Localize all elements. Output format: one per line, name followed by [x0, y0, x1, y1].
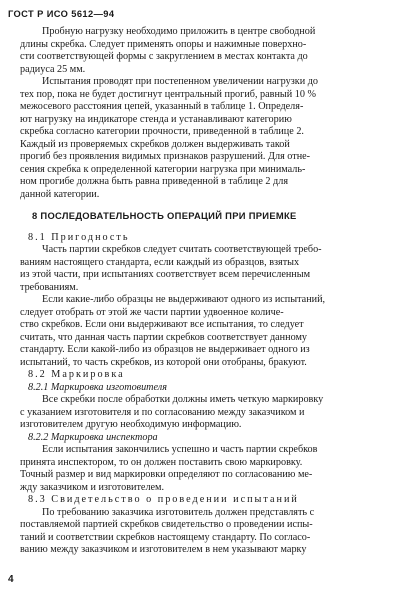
intro-paragraph-2 — [20, 76, 392, 201]
subsection-number: 8.2 — [28, 369, 47, 380]
subsection-number: 8.2.1 — [28, 381, 49, 393]
subsection-title: Свидетельство о проведении испытаний — [51, 494, 299, 505]
text-line: принята инспектором, то он должен поставить свою маркировку. — [20, 456, 303, 468]
text-line: межосевого расстояния цепей, указанный в таблице 1. Определя- — [20, 101, 304, 112]
text-line: ванию между заказчиком и изготовителем в нем указывают марку — [20, 544, 307, 555]
text-line: тех пор, пока не будет достигнут центральный прогиб, равный 10 % — [20, 88, 316, 100]
subsection-heading-8-1 — [20, 232, 392, 245]
text-line: Если испытания закончились успешно и часть партии скребков — [42, 444, 318, 455]
paragraph-8-1-a — [20, 244, 392, 294]
text-line: поставляемой партией скребков свидетельство о проведении испы- — [20, 519, 313, 530]
subsection-heading-8-2-2 — [20, 432, 392, 445]
intro-paragraph-1 — [20, 26, 392, 76]
text-line: Все скребки после обработки должны иметь четкую маркировку — [42, 394, 324, 405]
text-line: Пробную нагрузку необходимо приложить в центре свободной — [42, 26, 316, 37]
text-line: прогиб без проявления видимых признаков разрушений. Для отне- — [20, 151, 311, 162]
page-number: 4 — [8, 574, 14, 585]
subsection-title: Пригодность — [51, 231, 130, 243]
paragraph-8-1-b — [20, 294, 392, 369]
text-line: сения скребка к определенной категории нагрузка при минималь- — [20, 163, 306, 175]
section-heading: 8 ПОСЛЕДОВАТЕЛЬНОСТЬ ОПЕРАЦИЙ ПРИ ПРИЕМКЕ — [32, 210, 297, 221]
text-line: Испытания проводят при постепенном увеличении нагрузки до — [42, 76, 318, 87]
text-line: Точный размер и вид маркировки определяют по согласованию ме- — [20, 469, 313, 480]
subsection-heading-8-2 — [20, 369, 392, 382]
text-line: ваниям настоящего стандарта, если каждый из образцов, взятых — [20, 256, 300, 268]
text-line: из этой части, при испытаниях соответствует всем перечисленным — [20, 269, 311, 280]
text-line: считать, что данная часть партии скребков соответствует данному — [20, 331, 308, 343]
text-line: По требованию заказчика изготовитель должен представлять с — [42, 506, 315, 518]
text-line: жду заказчиком и изготовителем. — [20, 481, 165, 493]
text-line: ном прогибе должна быть равна приведенной в таблице 2 для — [20, 176, 289, 187]
paragraph-8-3 — [20, 507, 392, 557]
text-line: Если какие-либо образцы не выдерживают одного из испытаний, — [42, 294, 326, 305]
text-line: следует отобрать от этой же части партии удвоенное количе- — [20, 306, 284, 318]
subsection-number: 8.3 — [28, 494, 47, 505]
text-line: с указанием изготовителя и по согласованию между заказчиком и — [20, 406, 305, 418]
subsection-heading-8-3 — [20, 494, 392, 507]
paragraph-8-2-1 — [20, 394, 392, 432]
text-line: радиуса 25 мм. — [20, 63, 86, 75]
page-body — [20, 26, 392, 557]
subsection-title: Маркировка инспектора — [50, 431, 158, 443]
text-line: испытаний, то часть скребков, из которой они отобраны, бракуют. — [20, 356, 307, 368]
text-line: таний и соответствии скребков настоящему стандарту. По согласо- — [20, 531, 311, 543]
running-header: ГОСТ Р ИСО 5612—94 — [8, 9, 115, 19]
text-line: длины скребка. Следует применять опоры и нажимные поверхно- — [20, 38, 307, 50]
subsection-number: 8.2.2 — [28, 431, 49, 443]
text-line: Каждый из проверяемых скребков должен выдерживать такой — [20, 138, 290, 150]
text-line: ство скребков. Если они выдерживают все испытания, то следует — [20, 319, 304, 330]
text-line: Часть партии скребков следует считать соответствующей требо- — [42, 244, 322, 255]
text-line: данной категории. — [20, 188, 100, 200]
text-line: требованиям. — [20, 281, 79, 293]
subsection-number: 8.1 — [28, 231, 47, 243]
subsection-title: Маркировка изготовителя — [50, 381, 167, 393]
text-line: стандарту. Если какой-либо из образцов не выдерживает одного из — [20, 344, 310, 355]
text-line: изготовителем другую необходимую информацию. — [20, 419, 242, 430]
subsection-title: Маркировка — [51, 369, 125, 380]
text-line: сти соответствующей формы с закруглением в местах контакта до — [20, 51, 308, 62]
paragraph-8-2-2 — [20, 444, 392, 494]
text-line: ют нагрузку на индикаторе стенда и устанавливают категорию — [20, 113, 292, 125]
subsection-heading-8-2-1 — [20, 382, 392, 395]
text-line: скребка согласно категории прочности, приведенной в таблице 2. — [20, 126, 304, 137]
